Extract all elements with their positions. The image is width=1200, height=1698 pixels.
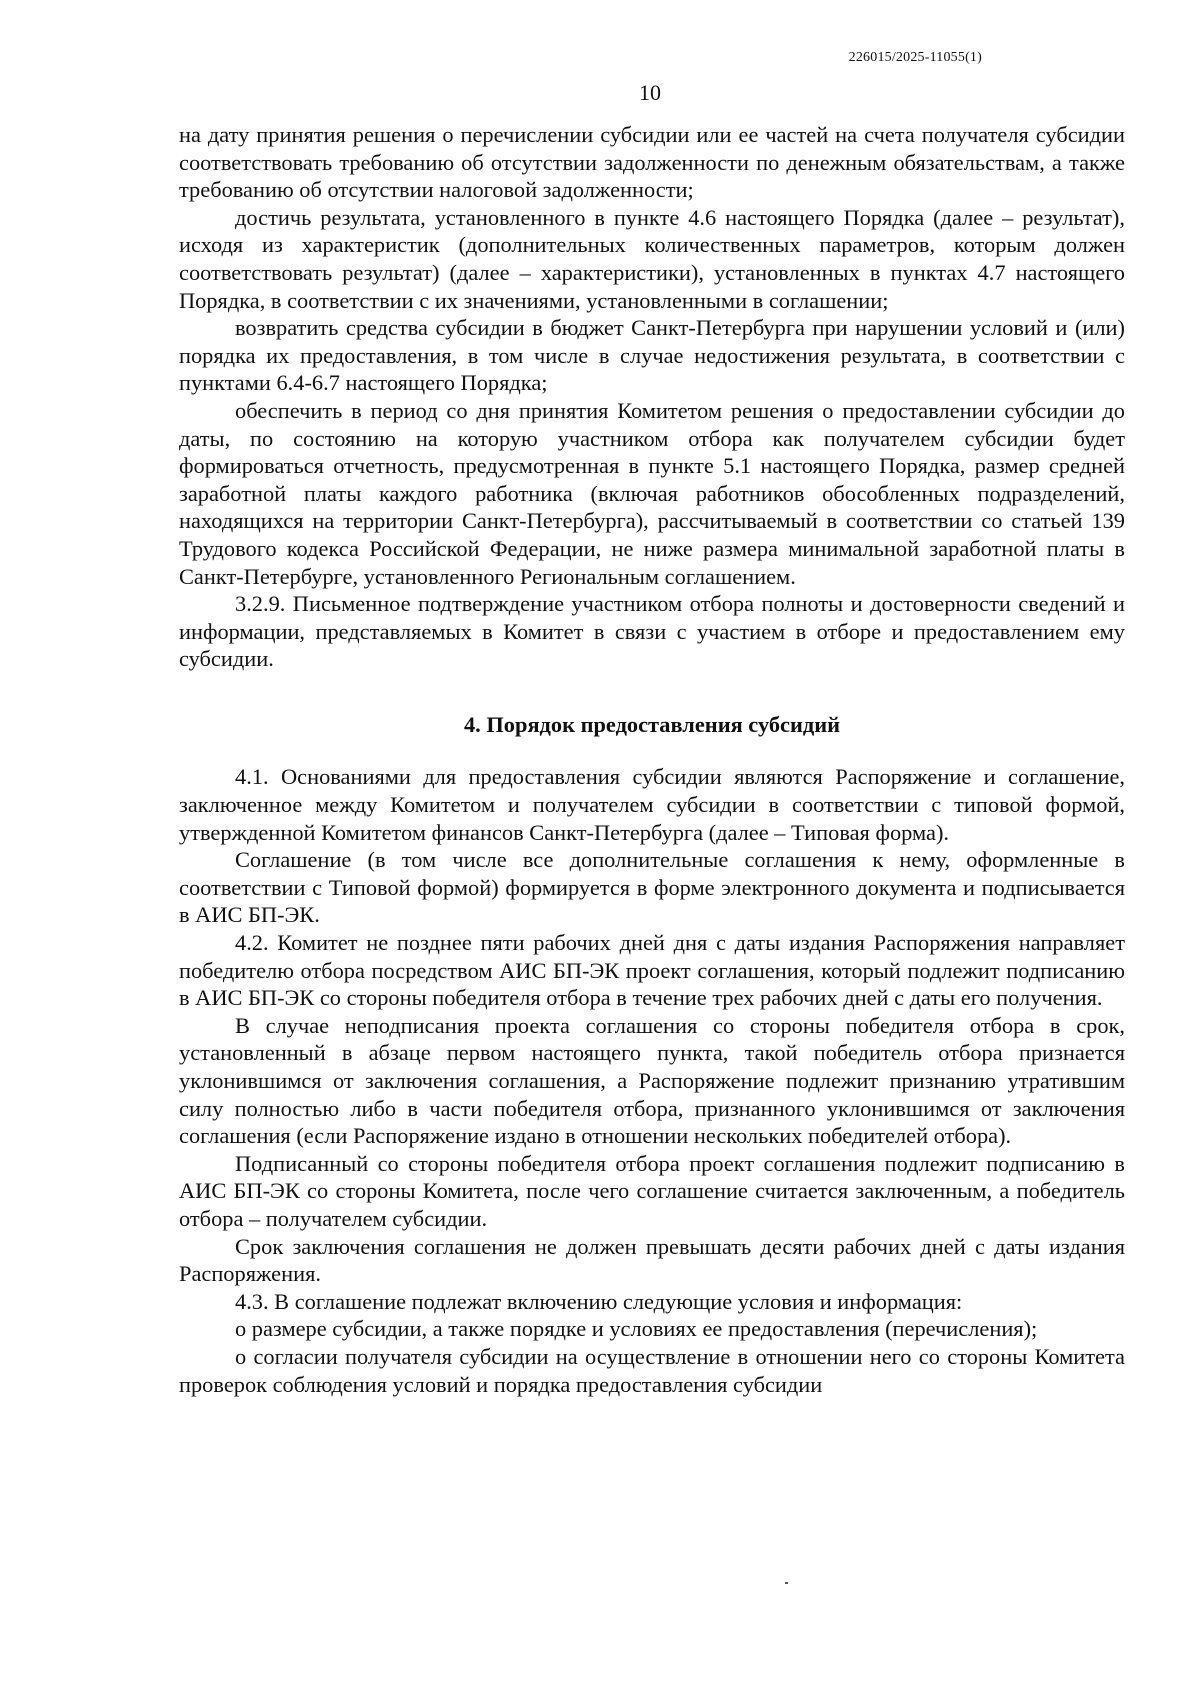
- paragraph: 4.1. Основаниями для предоставления субсидии являются Распоряжение и соглашение, заключенное между Комитетом и получателем субсидии в соответствии с типовой формой, утвержденной Комитетом финансов Санкт-Петербурга (далее – Типовая форма).: [179, 764, 1125, 845]
- paragraph: 4.2. Комитет не позднее пяти рабочих дней дня с даты издания Распоряжения направляет победителю отбора посредством АИС БП-ЭК проект соглашения, который подлежит подписанию в АИС БП-ЭК со стороны победителя отбора в течение трех рабочих дней с даты его получения.: [179, 930, 1125, 1011]
- paragraph: о согласии получателя субсидии на осуществление в отношении него со стороны Комитета проверок соблюдения условий и порядка предоставления субсидии: [179, 1343, 1125, 1397]
- paragraph: возвратить средства субсидии в бюджет Санкт-Петербурга при нарушении условий и (или) порядка их предоставления, в том числе в случае недостижения результата, в соответствии с пунктами 6.4-6.7 настоящего Порядка;: [179, 315, 1125, 396]
- page-number: 10: [639, 80, 661, 105]
- paragraph: 4.3. В соглашение подлежат включению следующие условия и информация:: [235, 1288, 963, 1314]
- paragraph: на дату принятия решения о перечислении субсидии или ее частей на счета получателя субсидии соответствовать требованию об отсутствии задолженности по денежным обязательствам, а также требованию об отсутствии налоговой задолженности;: [179, 122, 1125, 203]
- paragraph: В случае неподписания проекта соглашения со стороны победителя отбора в срок, установленный в абзаце первом настоящего пункта, такой победитель отбора признается уклонившимся от заключения соглашения, а Распоряжение подлежит признанию утратившим силу полностью либо в части победителя отбора, признанного уклонившимся от заключения соглашения (если Распоряжение издано в отношении нескольких победителей отбора).: [179, 1012, 1125, 1149]
- paragraph: Подписанный со стороны победителя отбора проект соглашения подлежит подписанию в АИС БП-ЭК со стороны Комитета, после чего соглашение считается заключенным, а победитель отбора – получателем субсидии.: [179, 1150, 1125, 1231]
- paragraph: Соглашение (в том числе все дополнительные соглашения к нему, оформленные в соответствии с Типовой формой) формируется в форме электронного документа и подписывается в АИС БП-ЭК.: [179, 847, 1125, 928]
- scan-speck: [785, 1582, 788, 1584]
- paragraph: 3.2.9. Письменное подтверждение участником отбора полноты и достоверности сведений и информации, представляемых в Комитет в связи с участием в отборе и предоставлением ему субсидии.: [179, 591, 1125, 672]
- document-body: [179, 121, 1125, 1398]
- paragraph: достичь результата, установленного в пункте 4.6 настоящего Порядка (далее – результат), исходя из характеристик (дополнительных количественных параметров, которым должен соответствовать результат) (далее – характеристики), установленных в пунктах 4.7 настоящего Порядка, в соответствии с их значениями, установленными в соглашении;: [179, 204, 1125, 313]
- paragraph: обеспечить в период со дня принятия Комитетом решения о предоставлении субсидии до даты, по состоянию на которую участником отбора как получателем субсидии будет формироваться отчетность, предусмотренная в пункте 5.1 настоящего Порядка, размер средней заработной платы каждого работника (включая работников обособленных подразделений, находящихся на территории Санкт-Петербурга), рассчитываемый в соответствии со статьей 139 Трудового кодекса Российской Федерации, не ниже размера минимальной заработной платы в Санкт-Петербурге, установленного Региональным соглашением.: [179, 397, 1125, 589]
- paragraph: о размере субсидии, а также порядке и условиях ее предоставления (перечисления);: [235, 1316, 1038, 1342]
- paragraph: Срок заключения соглашения не должен превышать десяти рабочих дней с даты издания Распоряжения.: [179, 1233, 1125, 1287]
- document-registration-number: 226015/2025-11055(1): [848, 50, 982, 65]
- section-heading: 4. Порядок предоставления субсидий: [463, 711, 841, 737]
